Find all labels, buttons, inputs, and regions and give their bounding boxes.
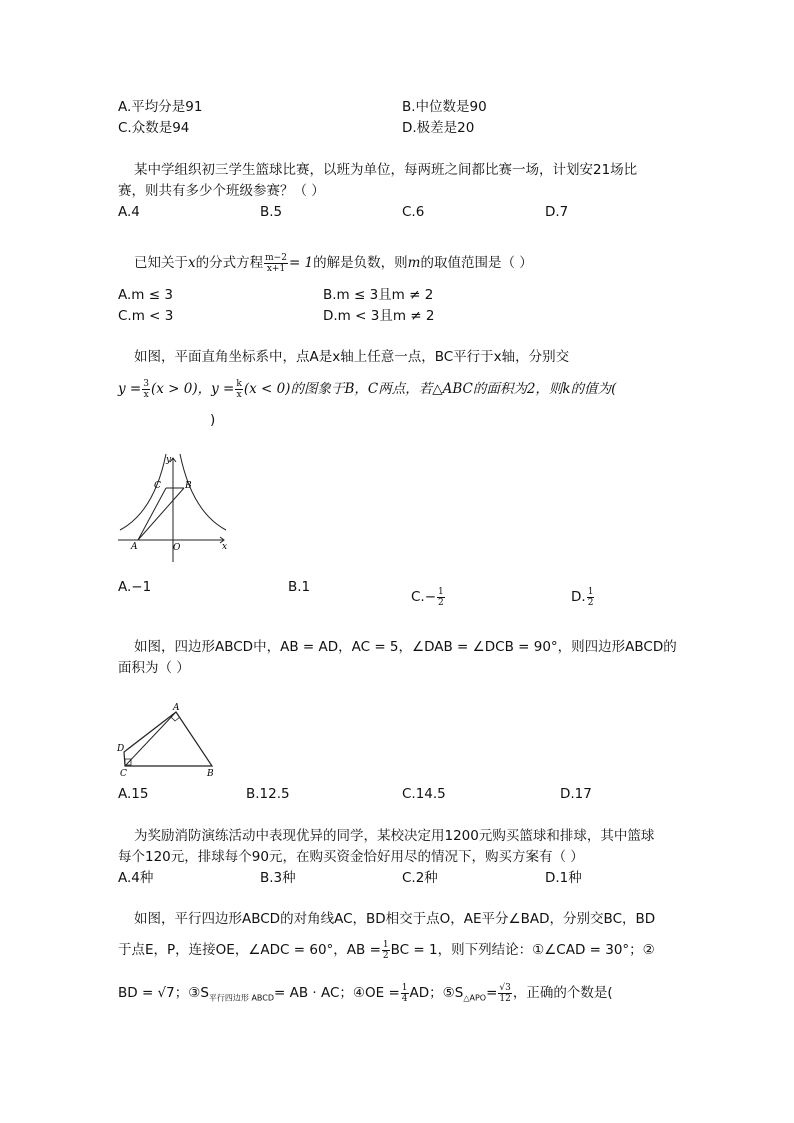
label-C: C bbox=[154, 481, 161, 491]
question-text: 于点E，P，连接OE，∠ADC = 60°，AB = $\frac{1}{2}$ BC = 1，则下列结论：①∠CAD = 30°；② bbox=[118, 939, 655, 961]
option-a: A.4种 bbox=[118, 870, 154, 886]
option-d: D.17 bbox=[560, 786, 592, 802]
option-c: C.− $\frac{1}{2}$ bbox=[411, 586, 444, 608]
question-text: 如图，平行四边形ABCD的对角线AC，BD相交于点O，AE平分∠BAD，分别交BC，BD bbox=[134, 911, 656, 927]
question-text: 已知关于x的分式方程 $\frac{m-2}{x+1}$ = 1的解是负数，则m的取值范围是（ ） bbox=[134, 252, 533, 274]
label-A: A bbox=[131, 542, 138, 552]
option-d: D.极差是20 bbox=[402, 120, 475, 136]
option-a: A.平均分是91 bbox=[118, 99, 203, 115]
option-a: A.15 bbox=[118, 786, 149, 802]
option-b: B.m ≤ 3且m ≠ 2 bbox=[323, 287, 434, 303]
label-y: y bbox=[166, 455, 172, 465]
option-a: A.−1 bbox=[118, 579, 152, 595]
option-c: C.6 bbox=[402, 204, 425, 220]
option-b: B.1 bbox=[288, 579, 311, 595]
closing-paren: ) bbox=[210, 412, 216, 428]
label-origin: O bbox=[173, 543, 181, 553]
option-d: D.1种 bbox=[545, 870, 582, 886]
option-a: A.4 bbox=[118, 204, 140, 220]
question-text: 赛，则共有多少个班级参赛？（ ） bbox=[118, 183, 325, 199]
segment-AB bbox=[138, 488, 184, 540]
option-d: D.7 bbox=[545, 204, 569, 220]
question-text: 为奖励消防演练活动中表现优异的同学，某校决定用1200元购买篮球和排球，其中篮球 bbox=[134, 828, 655, 844]
option-b: B.12.5 bbox=[246, 786, 290, 802]
label-C: C bbox=[120, 769, 127, 779]
option-a: A.m ≤ 3 bbox=[118, 287, 173, 303]
label-x: x bbox=[222, 542, 228, 552]
hyperbola-figure bbox=[114, 452, 234, 564]
diagonal-AC bbox=[125, 712, 176, 766]
label-A: A bbox=[173, 703, 180, 713]
right-angle-mark-A bbox=[171, 717, 180, 721]
option-d: D.m < 3且m ≠ 2 bbox=[323, 308, 435, 324]
hyperbola-right-branch bbox=[180, 454, 226, 530]
question-text: 每个120元，排球每个90元，在购买资金恰好用尽的情况下，购买方案有（ ） bbox=[118, 849, 584, 865]
option-c: C.m < 3 bbox=[118, 308, 174, 324]
option-c: C.2种 bbox=[402, 870, 438, 886]
label-B: B bbox=[185, 481, 192, 491]
question-text: 如图，四边形ABCD中，AB = AD，AC = 5，∠DAB = ∠DCB = 90°，则四边形ABCD的 bbox=[134, 639, 677, 655]
question-text: 面积为（ ） bbox=[118, 660, 190, 676]
option-c: C.众数是94 bbox=[118, 120, 190, 136]
quadrilateral-figure bbox=[116, 702, 222, 778]
label-D: D bbox=[117, 744, 125, 754]
question-text: 某中学组织初三学生篮球比赛，以班为单位，每两班之间都比赛一场，计划安21场比 bbox=[134, 162, 638, 178]
option-b: B.中位数是90 bbox=[402, 99, 487, 115]
hyperbola-left-branch bbox=[120, 454, 166, 530]
option-b: B.5 bbox=[260, 204, 283, 220]
label-B: B bbox=[207, 769, 214, 779]
option-b: B.3种 bbox=[260, 870, 296, 886]
question-text: BD = √7；$③S_{平行四边形 ABCD}=$ AB · AC；④OE = $\frac{1}{4}$ AD；$⑤S_{\triangle APO}=$ $\frac{√3}{12}$ ，正确的个数是( bbox=[118, 982, 613, 1004]
option-c: C.14.5 bbox=[402, 786, 446, 802]
option-d: D. $\frac{1}{2}$ bbox=[571, 586, 594, 608]
question-formula: y = $\frac{3}{x}$ (x > 0)，y = $\frac{k}{x}$ (x < 0)的图象于B，C两点，若△ABC的面积为2，则k的值为( bbox=[118, 378, 617, 400]
question-text: 如图，平面直角坐标系中，点A是x轴上任意一点，BC平行于x轴，分别交 bbox=[134, 349, 570, 365]
